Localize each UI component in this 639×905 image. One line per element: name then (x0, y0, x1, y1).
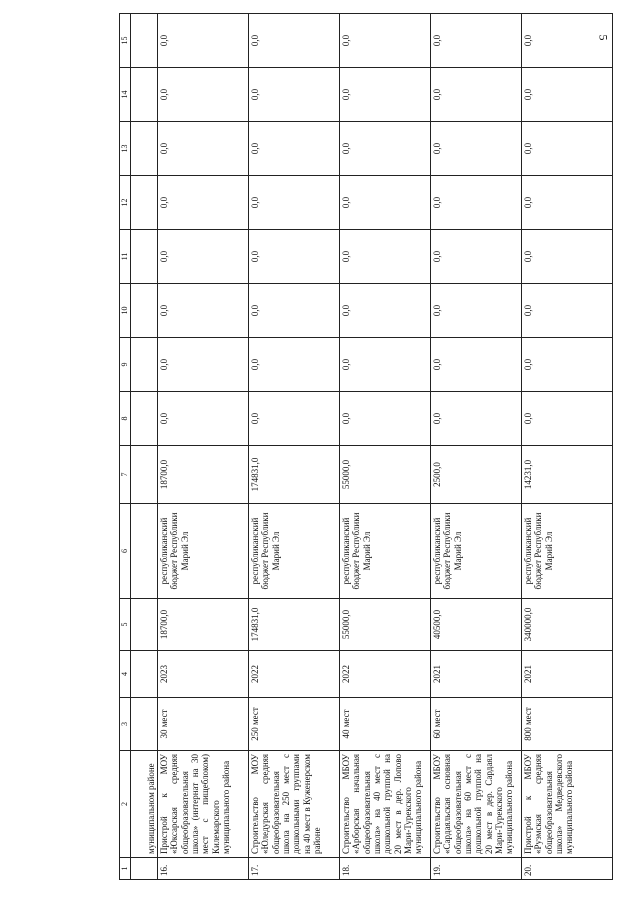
amount-col-12: 0,0 (158, 176, 249, 230)
amount-col-11: 0,0 (340, 230, 431, 284)
amount-col-14: 0,0 (249, 68, 340, 122)
object-name: Пристрой к МБОУ «Руэмская средняя общеобразовательная школа» Медведевского муниципального района (522, 751, 613, 858)
amount-col-15: 0,0 (431, 14, 522, 68)
object-name: Строительство МБОУ «Арборская начальная общеобразовательная школа» на 40 мест с дошкольной группой на 20 мест в дер. Лопово Мари-Турекского муниципального района (340, 751, 431, 858)
table-row (522, 14, 613, 880)
amount-col-15: 0,0 (158, 14, 249, 68)
amount-col-9: 0,0 (158, 338, 249, 392)
amount-col-10: 0,0 (431, 284, 522, 338)
amount-col-7: 55000,0 (340, 446, 431, 504)
amount-col-9: 0,0 (431, 338, 522, 392)
row-number: 20. (522, 858, 613, 880)
continuation-row (131, 14, 158, 880)
amount-col-8: 0,0 (158, 392, 249, 446)
row-number: 18. (340, 858, 431, 880)
column-header-2: 2 (120, 751, 131, 858)
page-number: 5 (596, 34, 611, 41)
capacity: 800 мест (522, 698, 613, 751)
estimated-cost: 55000,0 (340, 599, 431, 651)
rotated-table-container (119, 14, 630, 880)
column-header-15: 15 (120, 14, 131, 68)
estimated-cost: 174831,0 (249, 599, 340, 651)
continuation-text: муниципальном районе (131, 751, 158, 858)
amount-col-10: 0,0 (158, 284, 249, 338)
row-number: 19. (431, 858, 522, 880)
table-row (158, 14, 249, 880)
funding-source: республиканский бюджет Республики Марий Эл (340, 504, 431, 599)
funding-source: республиканский бюджет Республики Марий Эл (431, 504, 522, 599)
column-header-12: 12 (120, 176, 131, 230)
year: 2021 (431, 651, 522, 698)
row-number: 17. (249, 858, 340, 880)
column-header-7: 7 (120, 446, 131, 504)
funding-source: республиканский бюджет Республики Марий Эл (158, 504, 249, 599)
capacity: 60 мест (431, 698, 522, 751)
estimated-cost: 40500,0 (431, 599, 522, 651)
amount-col-13: 0,0 (522, 122, 613, 176)
amount-col-13: 0,0 (431, 122, 522, 176)
amount-col-12: 0,0 (431, 176, 522, 230)
amount-col-8: 0,0 (249, 392, 340, 446)
amount-col-14: 0,0 (158, 68, 249, 122)
column-header-9: 9 (120, 338, 131, 392)
column-header-3: 3 (120, 698, 131, 751)
capacity: 40 мест (340, 698, 431, 751)
amount-col-14: 0,0 (340, 68, 431, 122)
amount-col-7: 174831,0 (249, 446, 340, 504)
year: 2022 (340, 651, 431, 698)
funding-source: республиканский бюджет Республики Марий Эл (249, 504, 340, 599)
amount-col-8: 0,0 (431, 392, 522, 446)
column-header-4: 4 (120, 651, 131, 698)
amount-col-10: 0,0 (249, 284, 340, 338)
amount-col-14: 0,0 (431, 68, 522, 122)
amount-col-12: 0,0 (249, 176, 340, 230)
capacity: 30 мест (158, 698, 249, 751)
amount-col-15: 0,0 (340, 14, 431, 68)
amount-col-7: 2500,0 (431, 446, 522, 504)
amount-col-8: 0,0 (340, 392, 431, 446)
amount-col-13: 0,0 (340, 122, 431, 176)
year: 2022 (249, 651, 340, 698)
amount-col-13: 0,0 (158, 122, 249, 176)
amount-col-7: 18700,0 (158, 446, 249, 504)
amount-col-15: 0,0 (522, 14, 613, 68)
amount-col-8: 0,0 (522, 392, 613, 446)
amount-col-11: 0,0 (431, 230, 522, 284)
amount-col-15: 0,0 (249, 14, 340, 68)
column-header-10: 10 (120, 284, 131, 338)
column-header-14: 14 (120, 68, 131, 122)
header-row (120, 14, 131, 880)
year: 2023 (158, 651, 249, 698)
column-header-11: 11 (120, 230, 131, 284)
amount-col-7: 14231,0 (522, 446, 613, 504)
estimated-cost: 18700,0 (158, 599, 249, 651)
amount-col-13: 0,0 (249, 122, 340, 176)
amount-col-14: 0,0 (522, 68, 613, 122)
capacity: 250 мест (249, 698, 340, 751)
column-header-1: 1 (120, 858, 131, 880)
table-row (249, 14, 340, 880)
object-name: Пристрой к МОУ «Юксарская средняя общеобразовательная школа» (интернат на 30 мест с пищеблоком) Килемарского муниципального района (158, 751, 249, 858)
estimated-cost: 340000,0 (522, 599, 613, 651)
column-header-5: 5 (120, 599, 131, 651)
object-name: Строительство МБОУ «Сардаяльская основная общеобразовательная школа» на 60 мест с дошкольной группой на 20 мест в дер. Сардаял Мари-Турекского муниципального района (431, 751, 522, 858)
funding-source: республиканский бюджет Республики Марий Эл (522, 504, 613, 599)
column-header-6: 6 (120, 504, 131, 599)
amount-col-12: 0,0 (522, 176, 613, 230)
amount-col-10: 0,0 (522, 284, 613, 338)
amount-col-11: 0,0 (158, 230, 249, 284)
amount-col-9: 0,0 (249, 338, 340, 392)
table-row (431, 14, 522, 880)
row-number: 16. (158, 858, 249, 880)
column-header-8: 8 (120, 392, 131, 446)
amount-col-11: 0,0 (249, 230, 340, 284)
amount-col-11: 0,0 (522, 230, 613, 284)
amount-col-10: 0,0 (340, 284, 431, 338)
amount-col-9: 0,0 (522, 338, 613, 392)
object-name: Строительство МОУ «Юледурская средняя общеобразовательная школа на 250 мест с дошкольными группами на 40 мест в Куженерском районе (249, 751, 340, 858)
amount-col-9: 0,0 (340, 338, 431, 392)
amount-col-12: 0,0 (340, 176, 431, 230)
table-row (340, 14, 431, 880)
column-header-13: 13 (120, 122, 131, 176)
investment-table (119, 13, 613, 880)
year: 2021 (522, 651, 613, 698)
